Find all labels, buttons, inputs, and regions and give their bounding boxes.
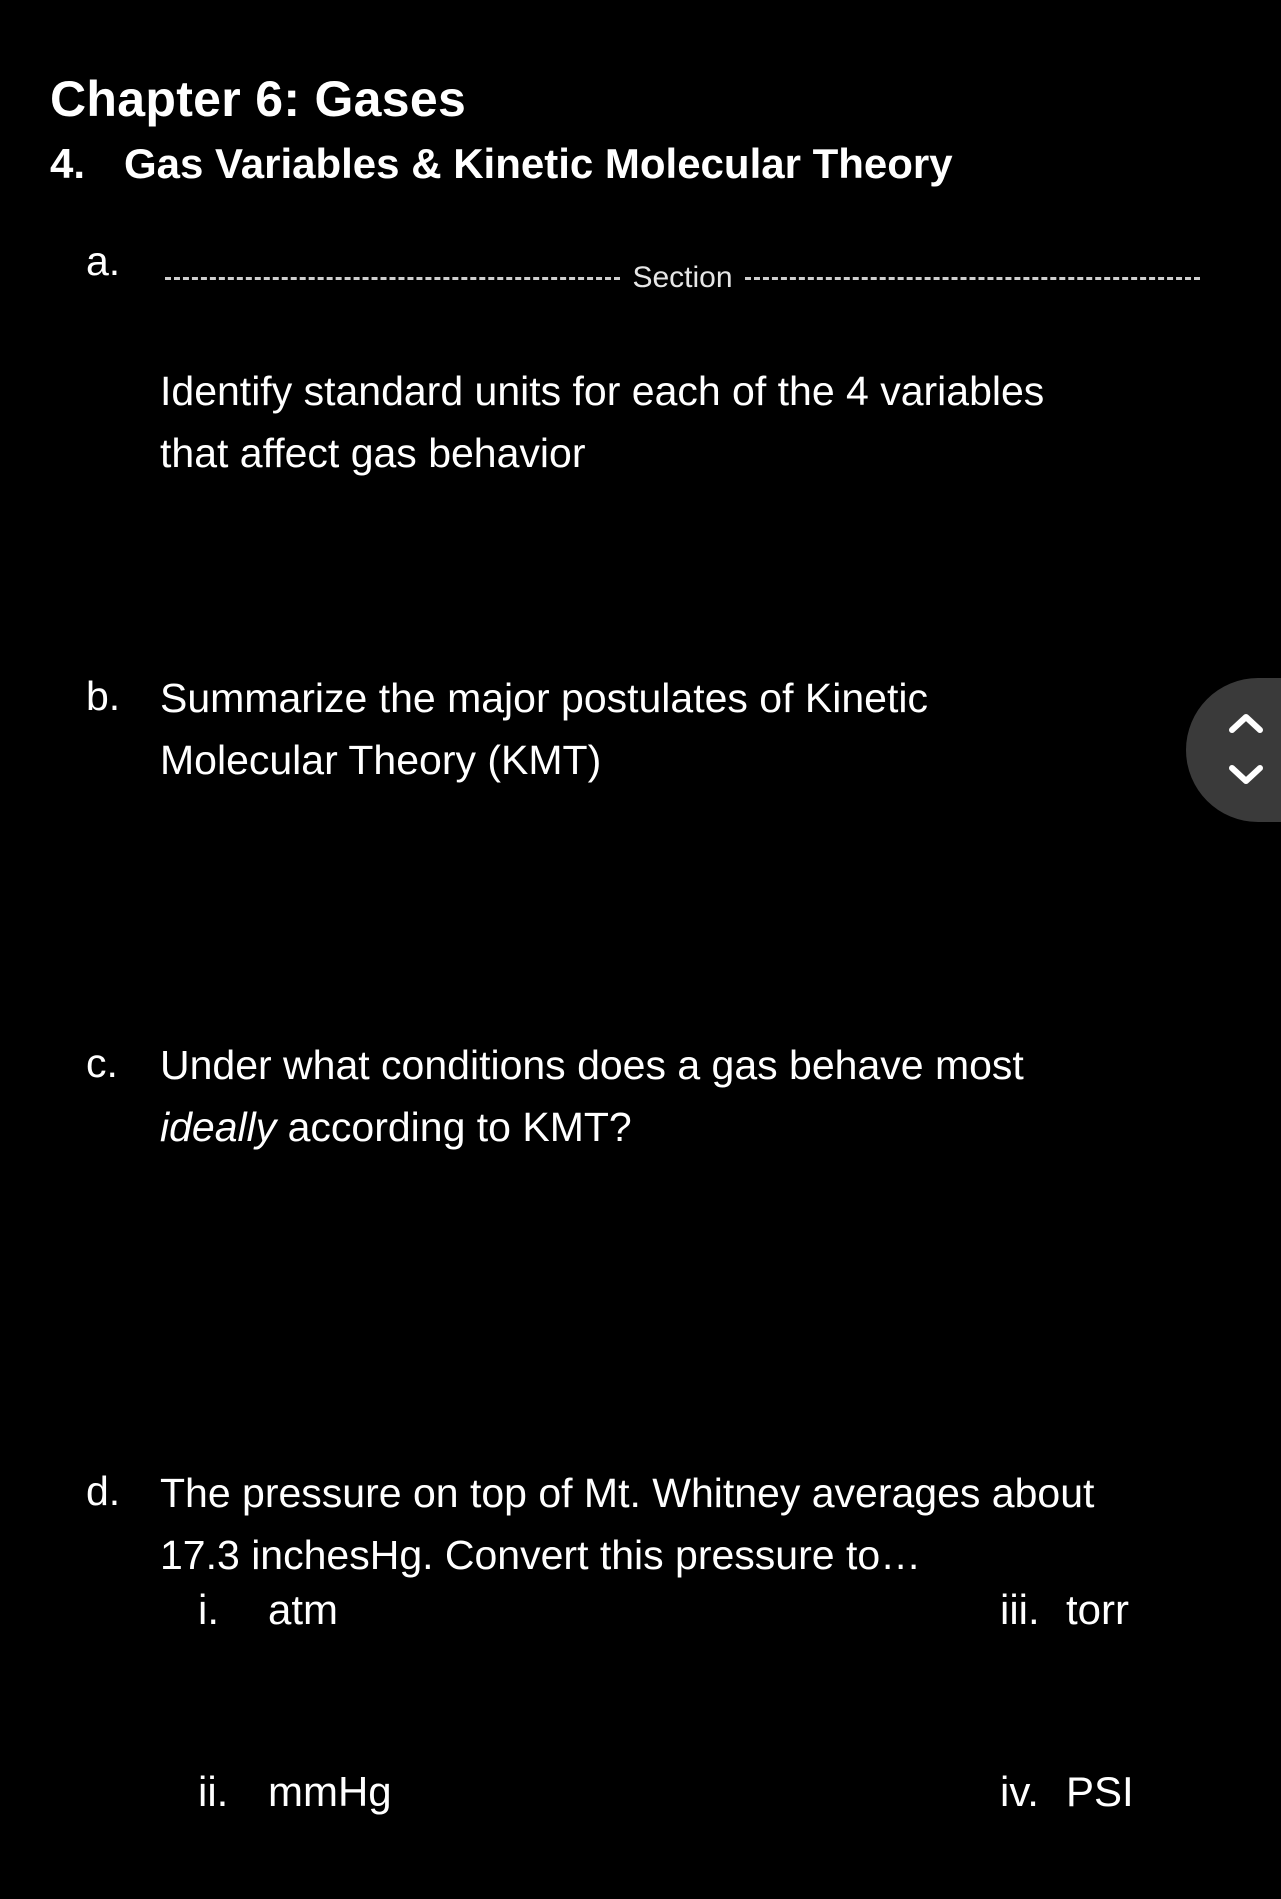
subitem-ii-unit: mmHg bbox=[268, 1768, 392, 1815]
question-c-line-1: Under what conditions does a gas behave most bbox=[160, 1042, 1024, 1088]
question-c-text bbox=[160, 1034, 1220, 1158]
section-divider bbox=[165, 258, 1200, 298]
divider-label: Section bbox=[632, 261, 733, 294]
subitem-iii-numeral: iii. bbox=[1000, 1586, 1040, 1633]
question-b-letter: b. bbox=[86, 673, 121, 719]
question-d-letter: d. bbox=[86, 1468, 121, 1514]
divider-line-left bbox=[165, 277, 620, 280]
question-c-line-2 bbox=[160, 1096, 1220, 1158]
question-a-text bbox=[160, 360, 1220, 484]
question-d-line-1: The pressure on top of Mt. Whitney averages about bbox=[160, 1470, 1095, 1516]
question-c-letter: c. bbox=[86, 1040, 118, 1086]
subitem-iv-numeral: iv. bbox=[1000, 1768, 1039, 1815]
question-d-line-2: 17.3 inchesHg. Convert this pressure to… bbox=[160, 1532, 922, 1578]
divider-line-right bbox=[745, 277, 1200, 280]
chapter-title: Chapter 6: Gases bbox=[50, 71, 467, 127]
question-a-letter: a. bbox=[86, 238, 121, 284]
subitem-iv-unit: PSI bbox=[1066, 1768, 1134, 1815]
question-c-line-2-rest: according to KMT? bbox=[276, 1104, 632, 1150]
section-number: 4. bbox=[50, 140, 86, 187]
chevron-up-icon[interactable] bbox=[1228, 712, 1264, 734]
section-heading bbox=[50, 140, 953, 188]
subitem-i-numeral: i. bbox=[198, 1586, 219, 1633]
question-a-line-1: Identify standard units for each of the 4 variables bbox=[160, 368, 1045, 414]
question-b-line-1: Summarize the major postulates of Kinetic bbox=[160, 675, 928, 721]
question-a-line-2: that affect gas behavior bbox=[160, 430, 586, 476]
subitem-ii-numeral: ii. bbox=[198, 1768, 229, 1815]
question-c-italic-word: ideally bbox=[160, 1104, 277, 1150]
question-b-text bbox=[160, 667, 1220, 791]
section-title: Gas Variables & Kinetic Molecular Theory bbox=[124, 140, 953, 187]
subitem-iii-unit: torr bbox=[1066, 1586, 1129, 1633]
question-d-text bbox=[160, 1462, 1220, 1586]
question-b-line-2: Molecular Theory (KMT) bbox=[160, 737, 602, 783]
chevron-down-icon[interactable] bbox=[1228, 764, 1264, 786]
subitem-i-unit: atm bbox=[268, 1586, 339, 1633]
